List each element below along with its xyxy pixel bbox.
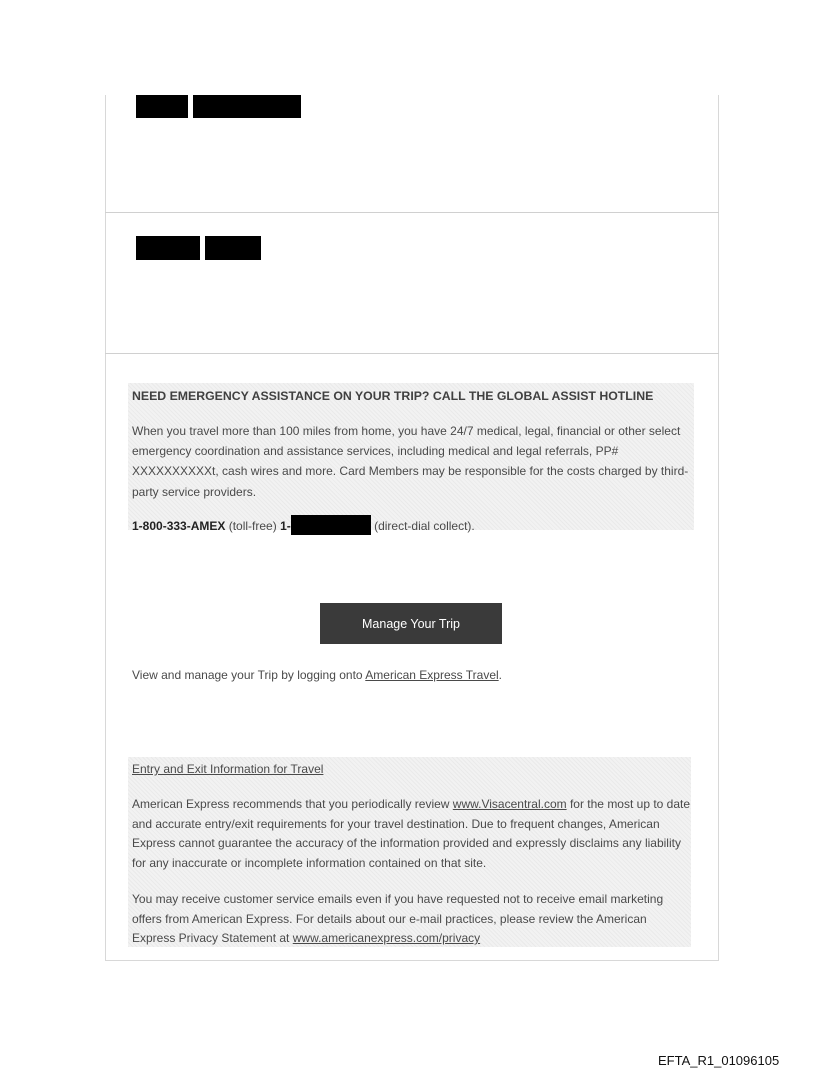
global-assist-section: [128, 383, 694, 533]
assist-heading: NEED EMERGENCY ASSISTANCE ON YOUR TRIP? CALL THE GLOBAL ASSIST HOTLINE: [132, 389, 654, 403]
entry-paragraph: [132, 795, 692, 873]
redaction-block: [205, 236, 261, 260]
entry-exit-link[interactable]: Entry and Exit Information for Travel: [132, 762, 324, 776]
phone-direct-prefix: 1-: [280, 519, 291, 533]
entry-text-after: for the most up to date and accurate entry/exit requirements for your travel destination. Due to frequent changes, American Express cannot guarantee the accuracy of the information provided and expressly disclaims any liability for any inaccurate or incomplete information contained on that site.: [132, 797, 691, 870]
manage-text-before: View and manage your Trip by logging onto: [132, 668, 366, 682]
redaction-block: [136, 95, 188, 118]
manage-text-after: .: [498, 668, 503, 682]
amex-travel-link[interactable]: American Express Travel: [365, 668, 499, 682]
phone-number: 1-800-333-AMEX: [132, 519, 226, 533]
assist-phone-line: [132, 515, 475, 535]
manage-trip-button[interactable]: Manage Your Trip: [320, 603, 502, 644]
phone-tollfree-label: (toll-free): [225, 519, 281, 533]
manage-trip-text: [132, 668, 502, 682]
document-id: EFTA_R1_01096105: [658, 1053, 780, 1068]
redaction-block: [136, 236, 200, 260]
phone-direct-label: (direct-dial collect).: [370, 519, 475, 533]
redaction-block: [193, 95, 301, 118]
entry-exit-section: [128, 757, 691, 947]
privacy-link[interactable]: www.americanexpress.com/privacy: [292, 931, 481, 946]
visacentral-link[interactable]: www.Visacentral.com: [452, 797, 567, 811]
redaction-block: [291, 515, 371, 535]
entry-text-before: American Express recommends that you periodically review: [132, 797, 453, 811]
section-divider: [105, 212, 719, 213]
section-divider: [105, 353, 719, 354]
assist-body: When you travel more than 100 miles from home, you have 24/7 medical, legal, financial or other select emergency coordination and assistance services, including medical and legal referrals, PP# XXXXXXXXXXt, cash wires and more. Card Members may be responsible for the costs charged by third-party service providers.: [132, 424, 689, 499]
privacy-paragraph: [132, 890, 692, 949]
privacy-text: You may receive customer service emails even if you have requested not to receive email marketing offers from American Express. For details about our e-mail practices, please review the American Express Privacy Statement at: [132, 892, 664, 946]
